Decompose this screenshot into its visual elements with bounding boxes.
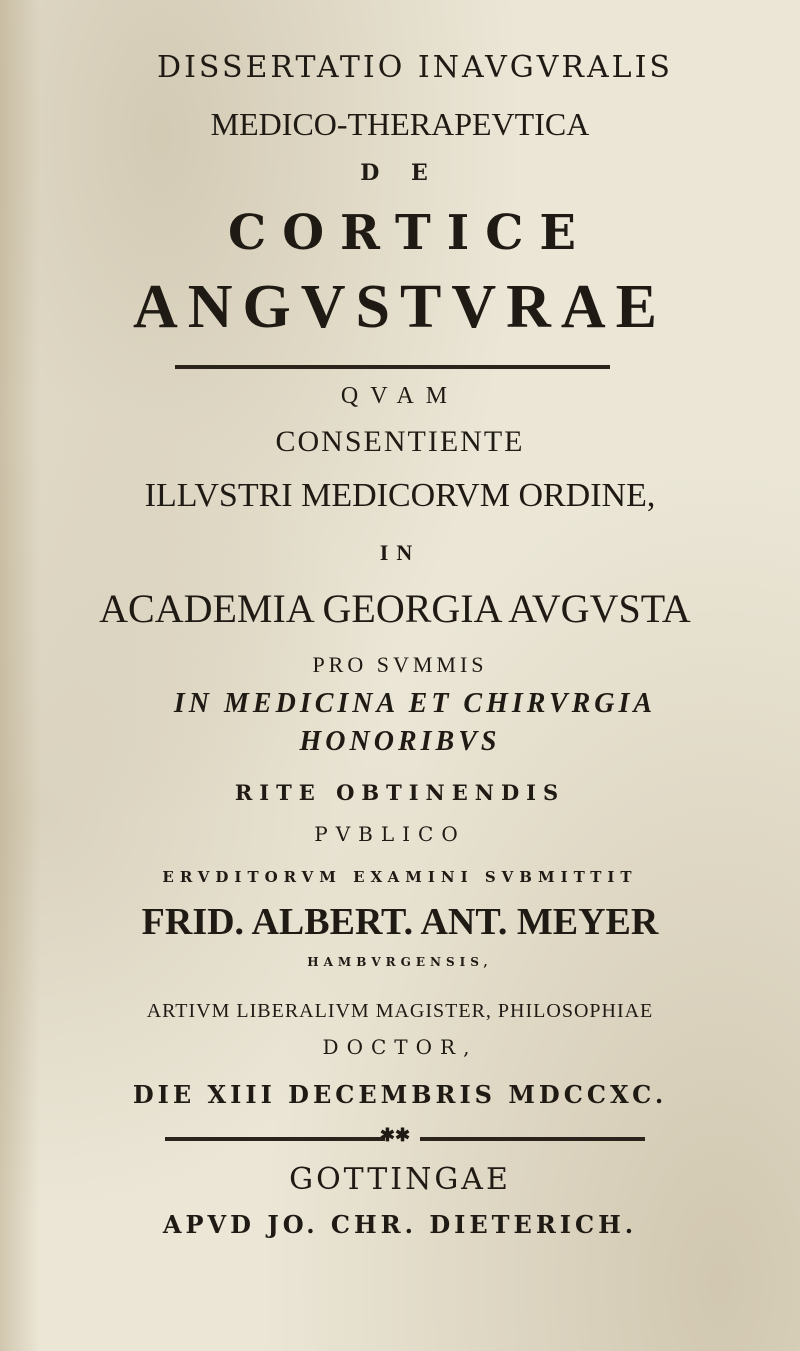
text-rite-obtinendis: RITE OBTINENDIS <box>234 780 566 805</box>
text-pro-summis: PRO SVMMIS <box>312 652 488 677</box>
defense-date: DIE XIII DECEMBRIS MDCCXC. <box>132 1080 668 1109</box>
author-origin: HAMBVRGENSIS, <box>307 955 493 969</box>
preposition-de: D E <box>360 160 440 186</box>
imprint-printer: APVD JO. CHR. DIETERICH. <box>162 1210 638 1239</box>
author-name: FRID. ALBERT. ANT. MEYER <box>141 901 659 943</box>
dissertation-subheading: MEDICO-THERAPEVTICA <box>210 106 590 142</box>
ornament-stars: ✱✱ <box>379 1125 411 1146</box>
text-academia: ACADEMIA GEORGIA AVGVSTA <box>99 586 691 631</box>
text-quam: QVAM <box>340 383 460 409</box>
title-angusturae: ANGVSTVRAE <box>132 273 668 341</box>
author-degree-line2: DOCTOR, <box>322 1035 478 1059</box>
text-honoribus: HONORIBVS <box>299 726 501 757</box>
imprint-place: GOTTINGAE <box>289 1162 511 1197</box>
text-publico: PVBLICO <box>314 822 466 846</box>
title-cortice: CORTICE <box>227 205 593 261</box>
text-ordine: ILLVSTRI MEDICORVM ORDINE, <box>144 477 656 514</box>
text-in: IN <box>379 540 421 565</box>
dissertation-heading: DISSERTATIO INAVGVRALIS <box>157 50 673 85</box>
text-consentiente: CONSENTIENTE <box>275 425 525 458</box>
text-in-medicina: IN MEDICINA ET CHIRVRGIA <box>173 688 657 719</box>
author-degree-line1: ARTIVM LIBERALIVM MAGISTER, PHILOSOPHIAE <box>146 1000 654 1022</box>
ornament-rule-right <box>420 1137 645 1141</box>
title-divider <box>175 365 610 369</box>
text-eruditorum: ERVDITORVM EXAMINI SVBMITTIT <box>162 868 638 886</box>
